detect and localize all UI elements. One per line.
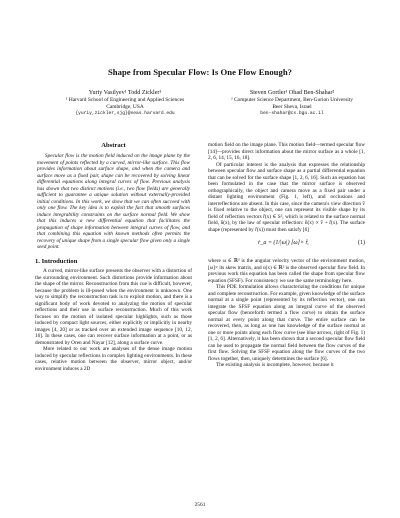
left-column [35,142,192,372]
equation-number: (1) [358,240,365,246]
author-block-right [212,90,372,118]
location-right: Beer Sheva, Israel [272,103,312,110]
location-left: Cambridge, USA [106,103,144,110]
right-paragraph-4: This PDE formulation allows characterizing the conditions for unique and complete reconstruction. For example, given knowledge of the surface normal at a single point (represented by its reflection vector), one can integrate the SFSF equation along an integral curve of the observed specular flow (henceforth termed a flow curve) to obtain the surface normal at every point along that curve. The entire surface can be recovered, then, as long as one has knowledge of the surface normal at one or more points along each flow curve (see blue arrows, right of Fig. 1) [1, 2, 6]. Alternatively, it has been shown that a second specular flow field can be used to propagate the normal field between the flow curves of the first flow. Solving the SFSF equation along the flow curves of the two flows together, then, uniquely determines the surface [6]. [208,284,366,362]
email-right: ben-shahar@cs.bgu.ac.il [260,110,324,116]
equation-body: ṙ_a = (1/|ω|) [ω]× r̂, [258,240,309,246]
author-block-left [40,90,210,118]
abstract-heading: Abstract [101,142,126,149]
equation-1 [208,235,365,255]
intro-paragraph-2: More related to our work are analyses of the dense image motion induced by specular reflections in complex lighting environments. In these cases, relative motion between the observer, mirror object, and/or environment induces a 2D [35,346,192,372]
right-paragraph-3: where ω ∈ ℝ³ is the angular velocity vector of the environment motion, [ω]× its skew matrix, and u(x) ∈ ℝ² is the observed specular flow field. In previous work this equation has been called the shape from specular flow equation (SFSF). For consistency we use the same terminology here. [208,258,365,284]
right-paragraph-1: motion field on the image plane. This motion field—termed specular flow [14]—provides direct information about the mirror surface as a whole [1, 2, 6, 14, 15, 16, 18]. [208,142,365,161]
author-names-right: Steven Gortler¹ Ohad Ben-Shahar² [249,90,335,96]
author-names-left: Yuriy Vasilyev¹ Todd Zickler¹ [88,90,162,96]
email-left: {yuriy,zickler,sjg}@seas.harvard.edu [75,110,175,116]
paper-title: Shape from Specular Flow: Is One Flow Enough? [107,67,293,77]
page-number: 2561 [194,502,206,508]
right-column [208,142,365,369]
affiliation-right: ² Computer Science Department, Ben-Gurion University [231,96,353,103]
abstract-text: Specular flow is the motion field induced on the image plane by the movement of points reflected by a curved, mirror-like surface. This flow provides information about surface shape, and when the camera and surface move as a fixed pair, shape can be recovered by solving linear differential equations along integral curves of flow. Previous analysis has shown that two distinct motions (i.e., two flow fields) are generally sufficient to guarantee a unique solution without externally-provided initial conditions. In this work, we show that we can often succeed with only one flow. The key idea is to exploit the fact that smooth surfaces induce integrability constraints on the surface normal field. We show that this induces a new differential equation that facilitates the propagation of shape information between integral curves of flow, and that combining this equation with known methods often permits the recovery of unique shape from a single specular flow given only a single seed point. [37,153,190,250]
right-paragraph-2: Of particular interest is the analysis that expresses the relationship between specular flow and surface shape as a partial differential equation that can be solved for the surface shape [1, 2, 6, 16]. Such an equation has been formulated in the case that the mirror surface is observed orthographically, the object and camera move as a fixed pair under a distant lighting environment (Fig. 1, left), and occlusions and interreflections are absent. In this case, since the camera's view direction v̂ is fixed relative to the object, one can represent its visible shape by its field of reflection vectors r̂(x) ∈ S², which is related to the surface normal field, n̂(x), by the law of specular reflection: n̂(x) ∝ v̂ + r̂(x). The surface shape (represented by r̂(x)) must then satisfy [6] [208,161,365,233]
introduction-heading: 1. Introduction [35,257,78,265]
intro-paragraph-1: A curved, mirror-like surface presents the observer with a distortion of the surrounding environment. Such distortions provide information about the shape of the mirror. Reconstruction from this cue is difficult, however, because the problem is ill-posed when the environment is unknown. One way to simplify the reconstruction task is to exploit motion, and there is a significant body of work devoted to analyzing the motion of specular reflections and their use in surface reconstruction. Much of this work focuses on the motion of isolated specular highlights, such as those induced by compact light sources, either explicitly or implicitly in nearby images [4, 20] or as tracked over an extended image sequence [10, 12, 16]. In these cases, one can recover surface information at a point, or as demonstrated by Oren and Nayar [12], along a surface curve. [35,268,192,346]
affiliation-left: ¹ Harvard School of Engineering and Applied Sciences [65,96,185,103]
right-paragraph-5: The existing analysis is incomplete, however, because it [216,362,334,368]
